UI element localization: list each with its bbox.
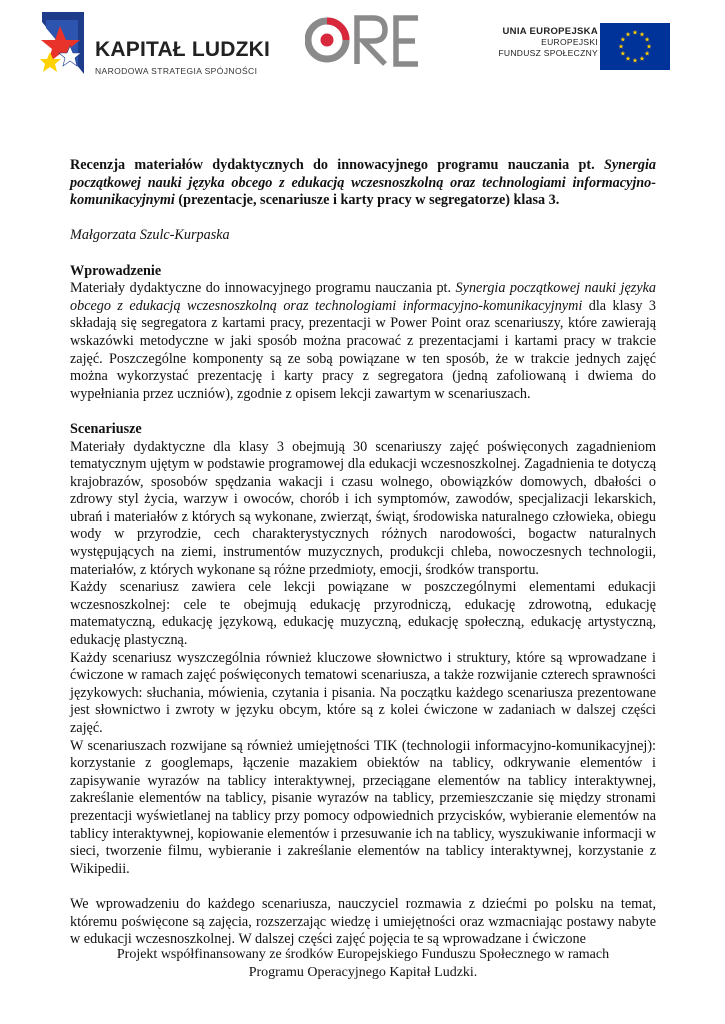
section-heading-wprowadzenie: Wprowadzenie bbox=[70, 262, 162, 279]
scenariusze-paragraph-2: Każdy scenariusz zawiera cele lekcji powiązane w poszczególnymi elementami edukacji wczesnoszkolnej: cele te obejmują edukację przyrodniczą, edukację zdrowotną, edukację matematyczną, edukację językową, edukację muzyczną, edukację społeczną, edukację artystyczną, edukację plastyczną. bbox=[70, 579, 656, 649]
document-title: Recenzja materiałów dydaktycznych do innowacyjnego programu nauczania pt. Synergia początkowej nauki języka obcego z edukacją wczesnoszkolną oraz technologiami informacyjno-komunikacyjnymi (prezentacje, scenariusze i karty pracy w segregatorze) klasa 3. bbox=[70, 157, 656, 209]
intro-paragraph: Materiały dydaktyczne do innowacyjnego programu nauczania pt. Synergia początkowej nauki języka obcego z edukacją wczesnoszkolną oraz technologiami informacyjno-komunikacyjnymi dla klasy 3 składają się segregatora z kartami pracy, prezentacji w Power Point oraz scenariuszy, które zawierają wskazówki metodyczne w jaki sposób można pracować z prezentacjami i kartami pracy w trakcie zajęć. Poszczególne komponenty są ze sobą powiązane w ten sposób, że w trakcie jednych zajęć można wykorzystać prezentację i karty pracy z segregatora (jedną zafoliowaną i dwiema do wypełniania przez uczniów), zgodnie z opisem lekcji zawartym w scenariuszach. bbox=[70, 280, 657, 402]
page-header bbox=[0, 0, 725, 100]
eu-flag-icon bbox=[600, 23, 670, 70]
eu-logo-line2: EUROPEJSKI bbox=[541, 37, 598, 47]
scenariusze-paragraph-5: We wprowadzeniu do każdego scenariusza, nauczyciel rozmawia z dziećmi po polsku na temat, któremu poświęcone są zajęcia, rozszerzając wiedzę i umiejętności oraz wzmacniając postawy nabyte w edukacji wczesnoszkolnej. W dalszej części zajęć pojęcia te są wprowadzane i ćwiczone bbox=[70, 895, 656, 948]
section-heading-scenariusze: Scenariusze bbox=[70, 420, 142, 437]
eu-logo-line1: UNIA EUROPEJSKA bbox=[502, 26, 598, 37]
document-author: Małgorzata Szulc-Kurpaska bbox=[70, 227, 230, 244]
document-body bbox=[70, 157, 656, 949]
footer-line-1: Projekt współfinansowany ze środków Europejskiego Funduszu Społecznego w ramach bbox=[116, 947, 610, 962]
scenariusze-paragraph-1: Materiały dydaktyczne dla klasy 3 obejmują 30 scenariuszy zajęć poświęconych zagadnieniom tematycznym ujętym w podstawie programowej dla edukacji wczesnoszkolnej. Zagadnienia te dotyczą krajobrazów, sposobów spędzania wakacji i czasu wolnego, obowiązków domowych, dbałości o zdrowy styl życia, warzyw i owoców, chorób i ich symptomów, zawodów, specjalizacji lekarskich, ubrań i materiałów z których są wykonane, zwierząt, świąt, środowiska naturalnego człowieka, obiegu wody w przyrodzie, cech charakterystycznych różnych narodowości, bogactw naturalnych występujących na ziemi, instrumentów muzycznych, produkcji chleba, nowoczesnych technologii, materiałów, z których wykonane są różne przedmioty, emocji, środków transportu. bbox=[70, 438, 656, 578]
kapital-ludzki-subtitle: NARODOWA STRATEGIA SPÓJNOŚCI bbox=[95, 66, 258, 76]
ore-ring-icon bbox=[308, 21, 346, 59]
scenariusze-paragraph-3: Każdy scenariusz wyszczególnia również kluczowe słownictwo i struktury, które są wprowadzane i ćwiczone w ramach zajęć poświęconych tematowi scenariusza, a także rozwijanie czterech sprawności językowych: słuchania, mówienia, czytania i pisania. Na początku każdego scenariusza prezentowane jest słownictwo i zwroty w języku obcym, które są z kolei ćwiczone w zadaniach w dalszej części zajęć. bbox=[70, 649, 656, 736]
ore-logo bbox=[305, 14, 425, 70]
eu-logo-text bbox=[498, 26, 598, 59]
footer-line-2: Programu Operacyjnego Kapitał Ludzki. bbox=[248, 964, 478, 980]
scenariusze-paragraph-4: W scenariuszach rozwijane są również umiejętności TIK (technologii informacyjno-komunikacyjnej): korzystanie z googlemaps, łączenie mazakiem obiektów na tablicy, odkrywanie elementów i zapisywanie wyrazów na tablicy interaktywnej, przeciągane elementów na tablicy interaktywnej, zakreślanie elementów na tablicy, pisanie wyrazów na tablicy, przemieszczanie się między stronami prezentacji wyświetlanej na tablicy przy pomocy odpowiednich przycisków, wybieranie elementów na tablicy interaktywnej, kopiowanie elementów i przesuwanie ich na tablicy, wyszukiwanie informacji w sieci, tworzenie filmu, wybieranie i zakreślanie elementów na tablicy interaktywnej, korzystanie z Wikipedii. bbox=[70, 737, 656, 877]
kapital-ludzki-logo bbox=[40, 12, 290, 78]
page-footer bbox=[60, 946, 666, 981]
eu-logo-line3: FUNDUSZ SPOŁECZNY bbox=[498, 48, 598, 58]
kapital-ludzki-star-icon bbox=[40, 12, 86, 78]
kapital-ludzki-title: KAPITAŁ LUDZKI bbox=[95, 38, 271, 61]
eu-logo bbox=[488, 20, 688, 72]
